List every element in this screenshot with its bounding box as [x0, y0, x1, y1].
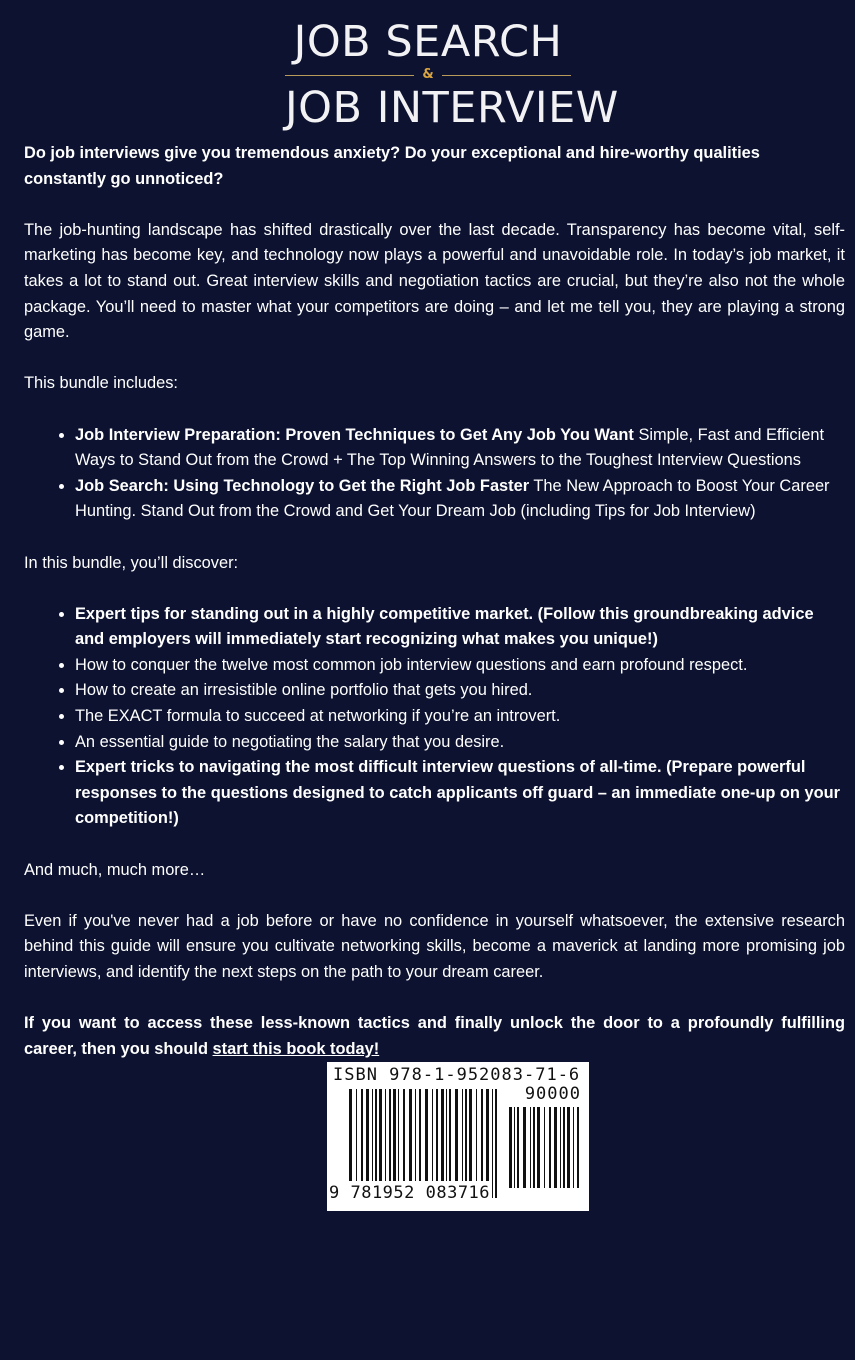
barcode-bar [560, 1107, 561, 1188]
barcode-bar [567, 1107, 570, 1188]
more-text: And much, much more… [24, 860, 206, 879]
discover-heading: In this bundle, you’ll discover: [24, 553, 239, 572]
barcode-bar [573, 1107, 574, 1188]
bundle-list [24, 423, 845, 525]
list-item: • Job Interview Preparation: Proven Techniques to Get Any Job You Want Simple, Fast and Efficient Ways to Stand Out from the Crowd + The Top Winning Answers to the Toughest Interview Questions [75, 423, 845, 474]
ampersand: & [422, 67, 434, 83]
list-item: • How to create an irresistible online portfolio that gets you hired. [75, 678, 845, 704]
list-item: • Job Search: Using Technology to Get the Right Job Faster The New Approach to Boost Your Career Hunting. Stand Out from the Crowd and Get Your Dream Job (including Tips for Job Interview) [75, 474, 845, 525]
paragraph-2: Even if you've never had a job before or have no confidence in yourself whatsoever, the extensive research behind this guide will ensure you cultivate networking skills, become a maverick at landing more promising job interviews, and identify the next steps on the path to your dream career. [24, 911, 845, 981]
start-book-link[interactable]: start this book today! [212, 1039, 380, 1058]
call-to-action: If you want to access these less-known tactics and finally unlock the door to a profoundly fulfilling career, then you should start this book today! [24, 1014, 845, 1058]
title-line-1: JOB SEARCH [293, 17, 563, 67]
barcode-bar [537, 1107, 540, 1188]
barcode-bar [554, 1107, 557, 1188]
paragraph-1: The job-hunting landscape has shifted drastically over the last decade. Transparency has become vital, self-marketing has become key, and technology now plays a powerful and unavoidable role. In today’s job market, it takes a lot to stand out. Great interview skills and negotiation tactics are crucial, but they’re also not the whole package. You’ll need to master what your competitors are doing – and let me tell you, they are playing a strong game. [24, 220, 845, 342]
list-item: • How to conquer the twelve most common job interview questions and earn profound respect. [75, 653, 845, 679]
isbn-barcode [327, 1062, 589, 1211]
title-divider [285, 66, 571, 84]
barcode-bar [563, 1107, 565, 1188]
list-item: • Expert tricks to navigating the most difficult interview questions of all-time. (Prepare powerful responses to the questions designed to catch applicants off guard – an immediate one-up on your competition!) [75, 755, 845, 832]
title-line-2: JOB INTERVIEW [285, 83, 619, 133]
barcode-bar [495, 1089, 497, 1198]
bundle-heading: This bundle includes: [24, 374, 178, 393]
barcode-bar [544, 1107, 545, 1188]
list-item: • An essential guide to negotiating the salary that you desire. [75, 730, 845, 756]
barcode-bar [577, 1107, 579, 1188]
barcode-bar [533, 1107, 535, 1188]
addon-number: 90000 [524, 1084, 581, 1104]
barcode-bar [492, 1089, 493, 1198]
barcode-bar [549, 1107, 551, 1188]
barcode-bar [530, 1107, 531, 1188]
barcode-bar [514, 1107, 515, 1188]
intro-question: Do job interviews give you tremendous anxiety? Do your exceptional and hire-worthy qualities constantly go unnoticed? [24, 144, 760, 188]
barcode-bar [517, 1107, 519, 1188]
isbn-number: ISBN 978-1-952083-71-6 [333, 1065, 581, 1085]
barcode-bar [509, 1107, 512, 1188]
barcode-bar [523, 1107, 526, 1188]
ean-number: 9 781952 083716 [329, 1181, 490, 1207]
divider-line [442, 75, 571, 76]
discover-list [24, 602, 845, 832]
divider-line [285, 75, 414, 76]
book-description [24, 141, 845, 1088]
list-item: • Expert tips for standing out in a highly competitive market. (Follow this groundbreaking advice and employers will immediately start recognizing what makes you unique!) [75, 602, 845, 653]
book-title [285, 17, 619, 133]
list-item: • The EXACT formula to succeed at networking if you’re an introvert. [75, 704, 845, 730]
